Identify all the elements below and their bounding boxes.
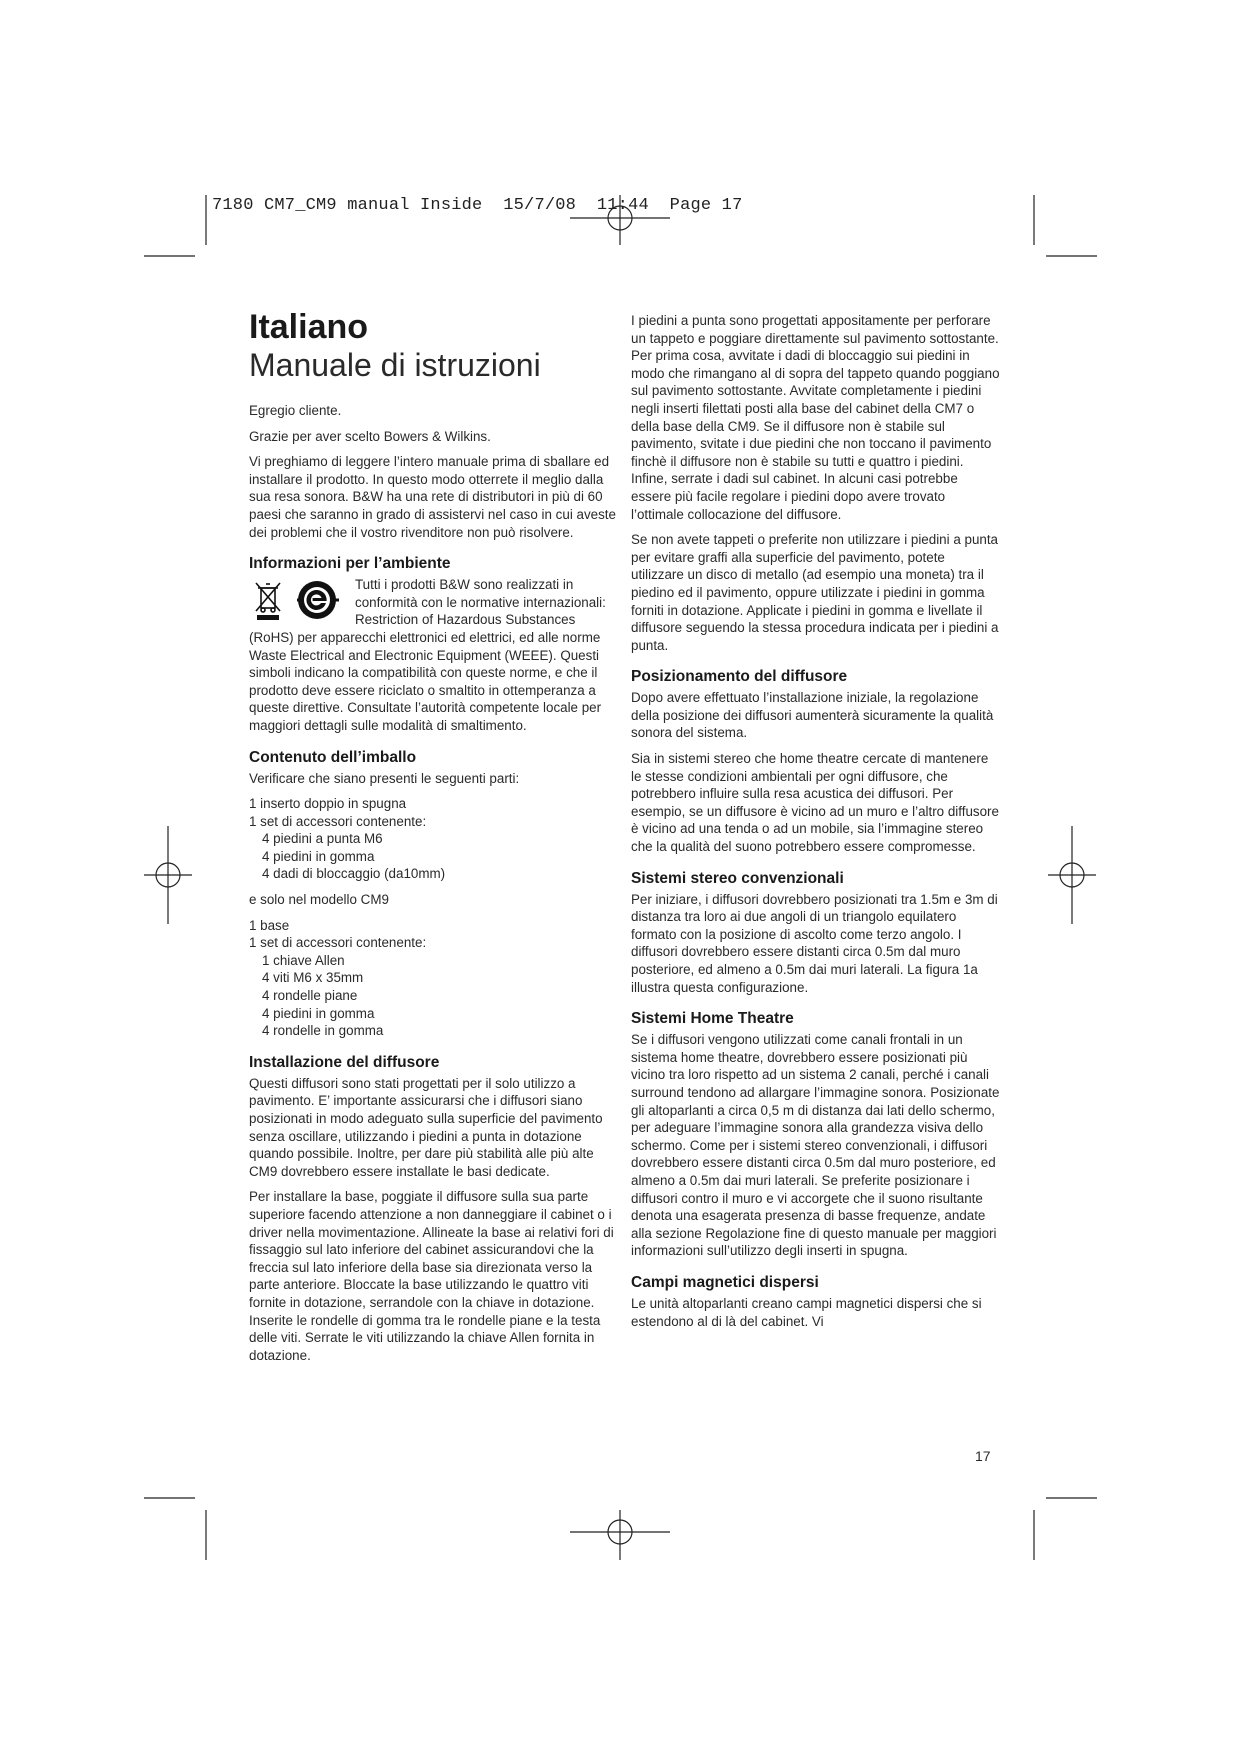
list-item: 1 inserto doppio in spugna (249, 796, 407, 812)
piedini-text: I piedini a punta sono progettati appositamente per perforare un tappeto e poggiare direttamente sul pavimento sottostante. Per prima cosa, avvitate i dadi di bloccaggio sui piedini in modo che rimangano al di sopra del tappeto quando poggiano sul pavimento sottostante. Avvitate completamente i piedini negli inserti filettati posti alla base del cabinet della CM7 o della base della CM9. Se il diffusore non è stabile sul pavimento, svitate i due piedini che non toccano il pavimento finchè il diffusore non è stabile su tutti e quattro i piedini. Infine, serrate i dadi sul cabinet. In alcuni casi potrebbe essere più facile regolare i piedini dopo avere trovato l’ottimale collocazione del diffusore. (631, 313, 1000, 522)
heading-imballo: Contenuto dell’imballo (249, 748, 417, 766)
heading-home-theatre: Sistemi Home Theatre (631, 1010, 794, 1028)
intro-text: Vi preghiamo di leggere l’intero manuale prima di sballare ed installare il prodotto. In questo modo otterrete il meglio dalla sua resa sonora. B&W ha una rete di distributori in più di 60 paesi che saranno in grado di assistervi nel caso in cui aveste dei problemi che il vostro rivenditore non può risolvere. (249, 454, 616, 540)
heading-stereo: Sistemi stereo convenzionali (631, 869, 844, 887)
list-item: 4 dadi di bloccaggio (da10mm) (262, 866, 446, 882)
page-title: Italiano (249, 308, 369, 346)
page-subtitle: Manuale di istruzioni (249, 347, 541, 383)
page-number: 17 (975, 1448, 991, 1464)
rohs-e-icon (295, 578, 341, 622)
left-column (249, 308, 619, 1372)
list-item: 4 rondelle in gomma (262, 1023, 384, 1039)
registration-mark-bottom (570, 1510, 670, 1560)
list-item: 1 set di accessori contenente: (249, 935, 427, 951)
heading-campi: Campi magnetici dispersi (631, 1273, 819, 1291)
heading-installazione: Installazione del diffusore (249, 1053, 440, 1071)
ambiente-text: Tutti i prodotti B&W sono realizzati in conformità con le normative internazionali: Restriction of Hazardous Substances (RoHS) per apparecchi elettronici ed elettrici, ed alle norme Waste Electrical and Electronic Equipment (WEEE). Questi simboli indicano la compatibilità con queste norme, e che il prodotto deve essere riciclato o smaltito in ottemperanza a queste direttive. Consultate l’autorità competente locale per maggiori dettagli sulle modalità di smaltimento. (249, 577, 606, 733)
installazione-p2: Per installare la base, poggiate il diffusore sulla sua parte superiore facendo attenzione a non danneggiare il cabinet o i driver nella movimentazione. Allineate la base ai relativi fori di fissaggio sul lato inferiore del cabinet assicurandovi che la freccia sul lato inferiore della base sia direzionata verso la parte anteriore. Bloccate la base utilizzando le quattro viti fornite in dotazione, serrandole con la chiave in dotazione. Inserite le rondelle di gomma tra le rondelle piane e la testa delle viti. Serrate le viti utilizzando la chiave Allen fornita in dotazione. (249, 1189, 614, 1363)
registration-mark-right (1048, 826, 1096, 924)
list-item: 4 rondelle piane (262, 988, 358, 1004)
environment-icons (249, 578, 349, 622)
campi-p1: Le unità altoparlanti creano campi magnetici dispersi che si estendono al di là del cabinet. Vi (631, 1295, 982, 1329)
list-item: 4 viti M6 x 35mm (262, 970, 364, 986)
heading-posizionamento: Posizionamento del diffusore (631, 668, 848, 686)
list-item: 4 piedini in gomma (262, 1005, 375, 1021)
installazione-p1: Questi diffusori sono stati progettati per il solo utilizzo a pavimento. E’ importante assicurarsi che i diffusori siano posizionati in modo adeguato sulla superficie del pavimento senza oscillare, utilizzando i piedini a punta in dotazione quando possibile. Inoltre, per dare più stabilità alle più alte CM9 dovrebbero essere installate le basi dedicate. (249, 1075, 603, 1179)
intro-thanks: Grazie per aver scelto Bowers & Wilkins. (249, 428, 491, 444)
cm9-parts-list (249, 917, 619, 1040)
ambiente-section (249, 576, 619, 734)
posizionamento-p1: Dopo avere effettuato l’installazione iniziale, la regolazione della posizione dei diffusori aumenterà sicuramente la qualità sonora del sistema. (631, 690, 994, 741)
tappeti-text: Se non avete tappeti o preferite non utilizzare i piedini a punta per evitare graffi alla superficie del pavimento, potete utilizzare un disco di metallo (ad esempio una moneta) tra il piedino ed il pavimento, oppure utilizzate i piedini in gomma forniti in dotazione. Applicate i piedini in gomma e livellate il diffusore seguendo la stessa procedura indicata per i piedini a punta. (631, 532, 999, 653)
stereo-p1: Per iniziare, i diffusori dovrebbero posizionati tra 1.5m e 3m di distanza tra loro ai due angoli di un triangolo equilatero formato con la posizione di ascolto come terzo angolo. I diffusori dovrebbero essere distanti circa 0.5m dal muro posteriore, ed almeno a 0.5m dai muri laterali. La figura 1a illustra questa configurazione. (631, 891, 998, 995)
weee-bin-icon (249, 578, 289, 622)
intro-greeting: Egregio cliente. (249, 403, 342, 418)
list-item: 1 chiave Allen (262, 952, 345, 968)
parts-list (249, 795, 619, 883)
home-theatre-p1: Se i diffusori vengono utilizzati come canali frontali in un sistema home theatre, dovrebbero essere posizionati più vicino tra loro rispetto ad un sistema 2 canali, perché i canali surround tendono ad allargare l’immagine sonora. Posizionate gli altoparlanti a circa 0,5 m di distanza dai lati dello schermo, per adeguare l’immagine sonora alla grandezza visiva dello schermo. Come per i sistemi stereo convenzionali, i diffusori dovrebbero essere distanti circa 0.5m dal muro posteriore, ed almeno a 0.5m dai muri laterali. Se preferite posizionare i diffusori contro il muro e vi accorgete che il suono risultante denota una esagerata presenza di basse frequenze, andate alla sezione Regolazione fine di questo manuale per maggiori informazioni sull’utilizzo degli inserti in spugna. (631, 1032, 1000, 1259)
cm9-note: e solo nel modello CM9 (249, 892, 389, 908)
registration-mark-left (144, 826, 192, 924)
right-column (631, 312, 1001, 1338)
list-item: 4 piedini in gomma (262, 848, 375, 864)
list-item: 1 set di accessori contenente: (249, 813, 427, 829)
heading-ambiente: Informazioni per l’ambiente (249, 555, 451, 573)
print-slug: 7180 CM7_CM9 manual Inside 15/7/08 11:44 Page 17 (212, 196, 743, 215)
list-item: 4 piedini a punta M6 (262, 831, 383, 847)
posizionamento-p2: Sia in sistemi stereo che home theatre cercate di mantenere le stesse condizioni ambientali per ogni diffusore, che potrebbero influire sulla resa acustica dei diffusori. Per esempio, se un diffusore è vicino ad un muro e l’altro diffusore è vicino ad una tenda o ad un mobile, sia l’immagine stereo che la qualità del suono potrebbero essere compromesse. (631, 751, 999, 855)
list-item: 1 base (249, 917, 290, 933)
imballo-intro: Verificare che siano presenti le seguenti parti: (249, 770, 520, 786)
